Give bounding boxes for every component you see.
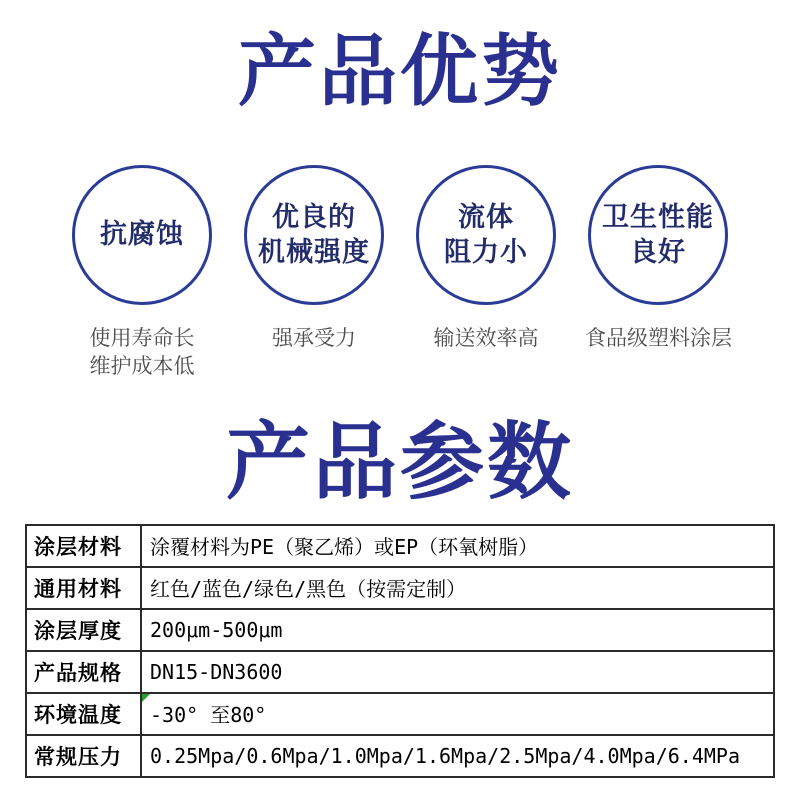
caption-line: 食品级塑料涂层 bbox=[585, 327, 732, 350]
circle-text-line: 机械强度 bbox=[258, 237, 370, 267]
feature-mechanical-strength bbox=[241, 165, 387, 382]
param-label: 产品规格 bbox=[26, 651, 141, 693]
product-parameters-section bbox=[0, 414, 800, 778]
param-label: 常规压力 bbox=[26, 735, 141, 777]
circle-text-line: 流体 bbox=[458, 201, 514, 232]
feature-circle bbox=[72, 165, 212, 305]
feature-caption bbox=[585, 325, 731, 353]
circle-text-line: 卫生性能 bbox=[602, 201, 714, 232]
feature-caption bbox=[241, 325, 387, 353]
param-value bbox=[141, 693, 774, 735]
param-label: 涂层厚度 bbox=[26, 609, 141, 651]
param-label: 通用材料 bbox=[26, 567, 141, 609]
cell-comment-marker-icon bbox=[142, 694, 150, 702]
param-value-text: -30° 至80° bbox=[150, 703, 267, 728]
param-value: 200μm-500μm bbox=[141, 609, 774, 651]
circle-text-line: 良好 bbox=[630, 237, 686, 267]
param-value: 涂覆材料为PE（聚乙烯）或EP（环氧树脂） bbox=[141, 525, 774, 567]
circle-text-line: 阻力小 bbox=[444, 237, 528, 267]
feature-low-fluid-resistance bbox=[413, 165, 559, 382]
table-row bbox=[26, 693, 774, 735]
table-row bbox=[26, 525, 774, 567]
product-advantages-section bbox=[0, 0, 800, 382]
feature-circle bbox=[416, 165, 556, 305]
feature-circle bbox=[588, 165, 728, 305]
feature-caption bbox=[413, 325, 559, 353]
param-value: DN15-DN3600 bbox=[141, 651, 774, 693]
table-row bbox=[26, 651, 774, 693]
parameters-title: 产品参数 bbox=[225, 414, 574, 509]
param-label: 涂层材料 bbox=[26, 525, 141, 567]
table-row bbox=[26, 735, 774, 777]
caption-line: 维护成本低 bbox=[89, 355, 195, 379]
circle-text-line: 抗腐蚀 bbox=[100, 219, 184, 250]
table-row bbox=[26, 567, 774, 609]
param-label: 环境温度 bbox=[26, 693, 141, 735]
caption-line: 输送效率高 bbox=[433, 327, 539, 350]
feature-anti-corrosion bbox=[69, 165, 215, 382]
caption-line: 使用寿命长 bbox=[89, 327, 195, 350]
param-value: 0.25Mpa/0.6Mpa/1.0Mpa/1.6Mpa/2.5Mpa/4.0Mpa/6.4MPa bbox=[141, 735, 774, 777]
table-row bbox=[26, 609, 774, 651]
circle-text-line: 优良的 bbox=[272, 201, 356, 232]
feature-caption bbox=[69, 325, 215, 382]
feature-hygienic-performance bbox=[585, 165, 731, 382]
caption-line: 强承受力 bbox=[272, 327, 356, 350]
feature-circle bbox=[244, 165, 384, 305]
advantages-title: 产品优势 bbox=[237, 27, 562, 115]
features-row bbox=[0, 165, 800, 382]
param-value: 红色/蓝色/绿色/黑色（按需定制） bbox=[141, 567, 774, 609]
parameters-table bbox=[25, 524, 775, 778]
